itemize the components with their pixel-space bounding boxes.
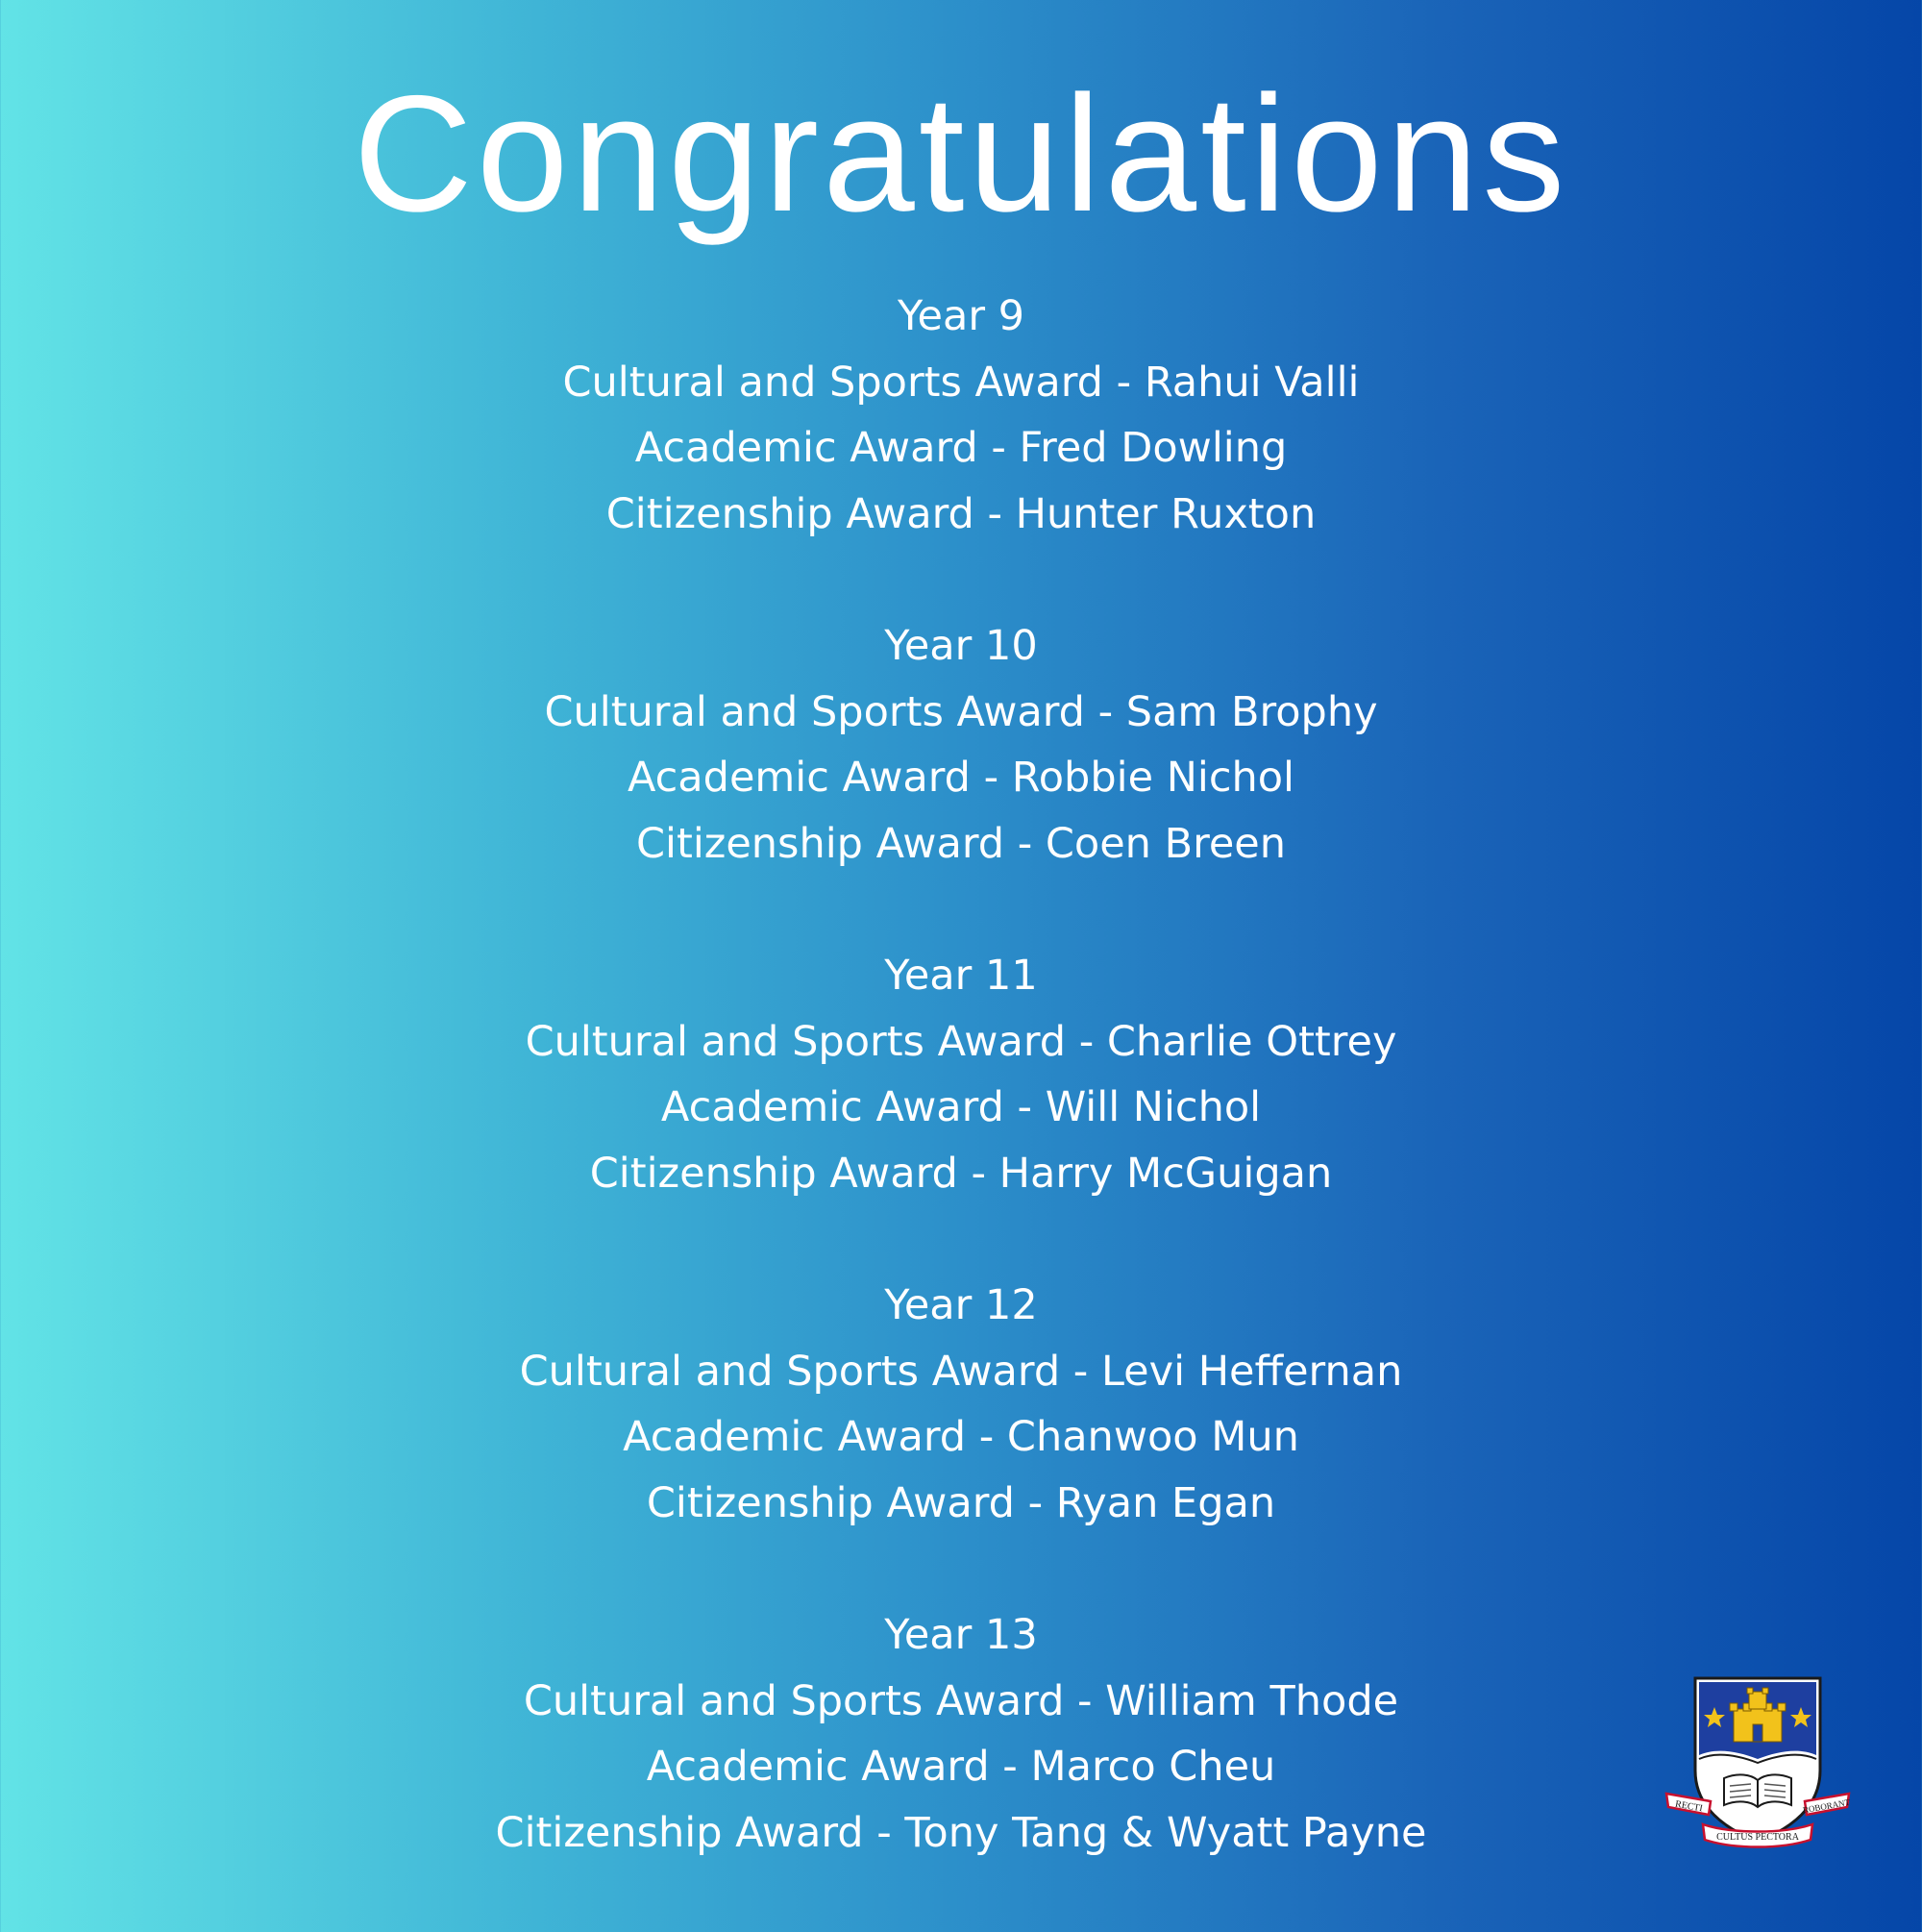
awards-list [0,284,1922,1932]
award-line: Cultural and Sports Award - Charlie Ottrey [525,1017,1397,1066]
award-line: Cultural and Sports Award - Sam Brophy [544,687,1378,736]
page-title: Congratulations [353,62,1569,246]
award-line: Citizenship Award - Tony Tang & Wyatt Payne [495,1808,1427,1857]
award-line: Academic Award - Chanwoo Mun [623,1413,1299,1461]
open-book-icon [1724,1774,1791,1807]
award-line: Academic Award - Fred Dowling [634,424,1288,472]
year-heading: Year 13 [884,1611,1038,1659]
year-group-12 [0,1273,1922,1602]
year-group-11 [0,943,1922,1273]
year-heading: Year 11 [884,952,1038,1000]
year-heading: Year 10 [884,622,1038,670]
award-line: Citizenship Award - Hunter Ruxton [605,489,1317,538]
award-line: Citizenship Award - Coen Breen [636,819,1286,868]
award-line: Citizenship Award - Harry McGuigan [589,1149,1333,1198]
year-heading: Year 9 [897,292,1025,340]
year-group-13 [0,1602,1922,1932]
award-line: Academic Award - Marco Cheu [646,1743,1276,1791]
award-line: Academic Award - Robbie Nichol [628,754,1294,802]
award-line: Citizenship Award - Ryan Egan [646,1478,1276,1527]
school-crest-logo [1664,1671,1851,1853]
award-line: Academic Award - Will Nichol [660,1083,1262,1131]
award-line: Cultural and Sports Award - Rahui Valli [562,358,1360,407]
year-group-9 [0,284,1922,613]
motto-left: RECTI [1674,1798,1704,1815]
year-heading: Year 12 [884,1281,1038,1329]
award-line: Cultural and Sports Award - William Thode [523,1676,1399,1725]
motto-right: ROBORANT [1802,1796,1851,1816]
year-group-10 [0,613,1922,943]
award-line: Cultural and Sports Award - Levi Heffernan [519,1347,1403,1396]
motto-bottom: CULTUS PECTORA [1716,1832,1799,1843]
